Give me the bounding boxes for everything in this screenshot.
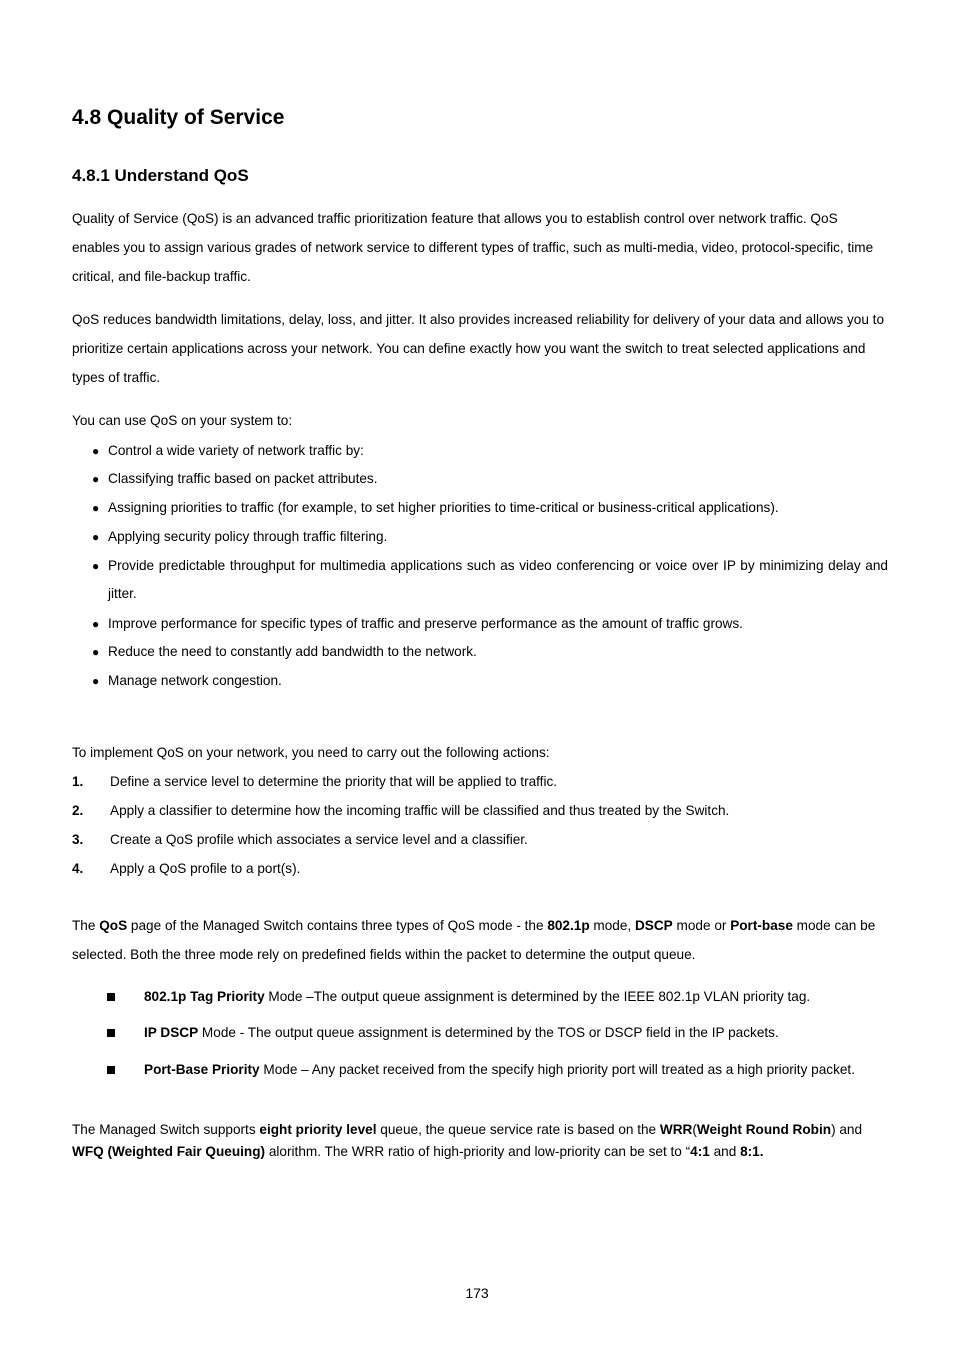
mode-item: 802.1p Tag Priority Mode –The output queue assignment is determined by the IEEE 802.1p VLAN priority tag.: [144, 985, 888, 1008]
page-number: 173: [465, 1285, 489, 1301]
list-item: ● Manage network congestion.: [108, 667, 888, 695]
modes-paragraph: The QoS page of the Managed Switch contains three types of QoS mode - the 802.1p mode, DSCP mode or Port-base mode can be selected. Both the three mode rely on predefined fields within the packet to determine the output queue.: [72, 918, 876, 962]
bullet-icon: ●: [92, 674, 100, 688]
list-item: ● Assigning priorities to traffic (for example, to set higher priorities to time-critical or business-critical applications).: [108, 494, 888, 522]
list-item: ● Reduce the need to constantly add bandwidth to the network.: [108, 638, 888, 666]
list-item: ● Improve performance for specific types of traffic and preserve performance as the amount of traffic grows.: [108, 610, 888, 638]
mode-item: Port-Base Priority Mode – Any packet received from the specify high priority port will treated as a high priority packet.: [144, 1058, 888, 1081]
mode-item: IP DSCP Mode - The output queue assignment is determined by the TOS or DSCP field in the IP packets.: [144, 1021, 888, 1044]
bullet-icon: ●: [92, 617, 100, 631]
bullet-icon: ●: [92, 501, 100, 515]
section-heading: 4.8 Quality of Service: [72, 106, 285, 129]
intro-paragraph-1: Quality of Service (QoS) is an advanced traffic prioritization feature that allows you to establish control over network traffic. QoS enables you to assign various grades of network service to different types of traffic, such as multi-media, video, protocol-specific, time critical, and file-backup traffic.: [72, 211, 874, 284]
uses-intro: You can use QoS on your system to:: [72, 413, 293, 428]
bullet-icon: ●: [92, 559, 100, 573]
actions-intro: To implement QoS on your network, you need to carry out the following actions:: [72, 745, 550, 760]
queue-paragraph: The Managed Switch supports eight priority level queue, the queue service rate is based on the WRR(Weight Round Robin) and WFQ (Weighted Fair Queuing) alorithm. The WRR ratio of high-priority and low-priority can be set to “4:1 and 8:1.: [72, 1122, 863, 1159]
square-bullet-icon: [107, 1066, 115, 1074]
bullet-icon: ●: [92, 530, 100, 544]
bullet-icon: ●: [92, 472, 100, 486]
bullet-icon: ●: [92, 645, 100, 659]
list-item: ● Provide predictable throughput for multimedia applications such as video conferencing or voice over IP by minimizing delay and jitter.: [108, 552, 888, 608]
square-bullet-icon: [107, 1029, 115, 1037]
bullet-icon: ●: [92, 444, 100, 458]
subsection-heading: 4.8.1 Understand QoS: [72, 166, 249, 185]
square-bullet-icon: [107, 993, 115, 1001]
intro-paragraph-2: QoS reduces bandwidth limitations, delay, loss, and jitter. It also provides increased reliability for delivery of your data and allows you to prioritize certain applications across your network. You can define exactly how you want the switch to treat selected applications and types of traffic.: [72, 312, 885, 385]
list-item: ● Control a wide variety of network traffic by:: [108, 437, 888, 465]
list-item: ● Classifying traffic based on packet attributes.: [108, 465, 888, 493]
list-item: ● Applying security policy through traffic filtering.: [108, 523, 888, 551]
